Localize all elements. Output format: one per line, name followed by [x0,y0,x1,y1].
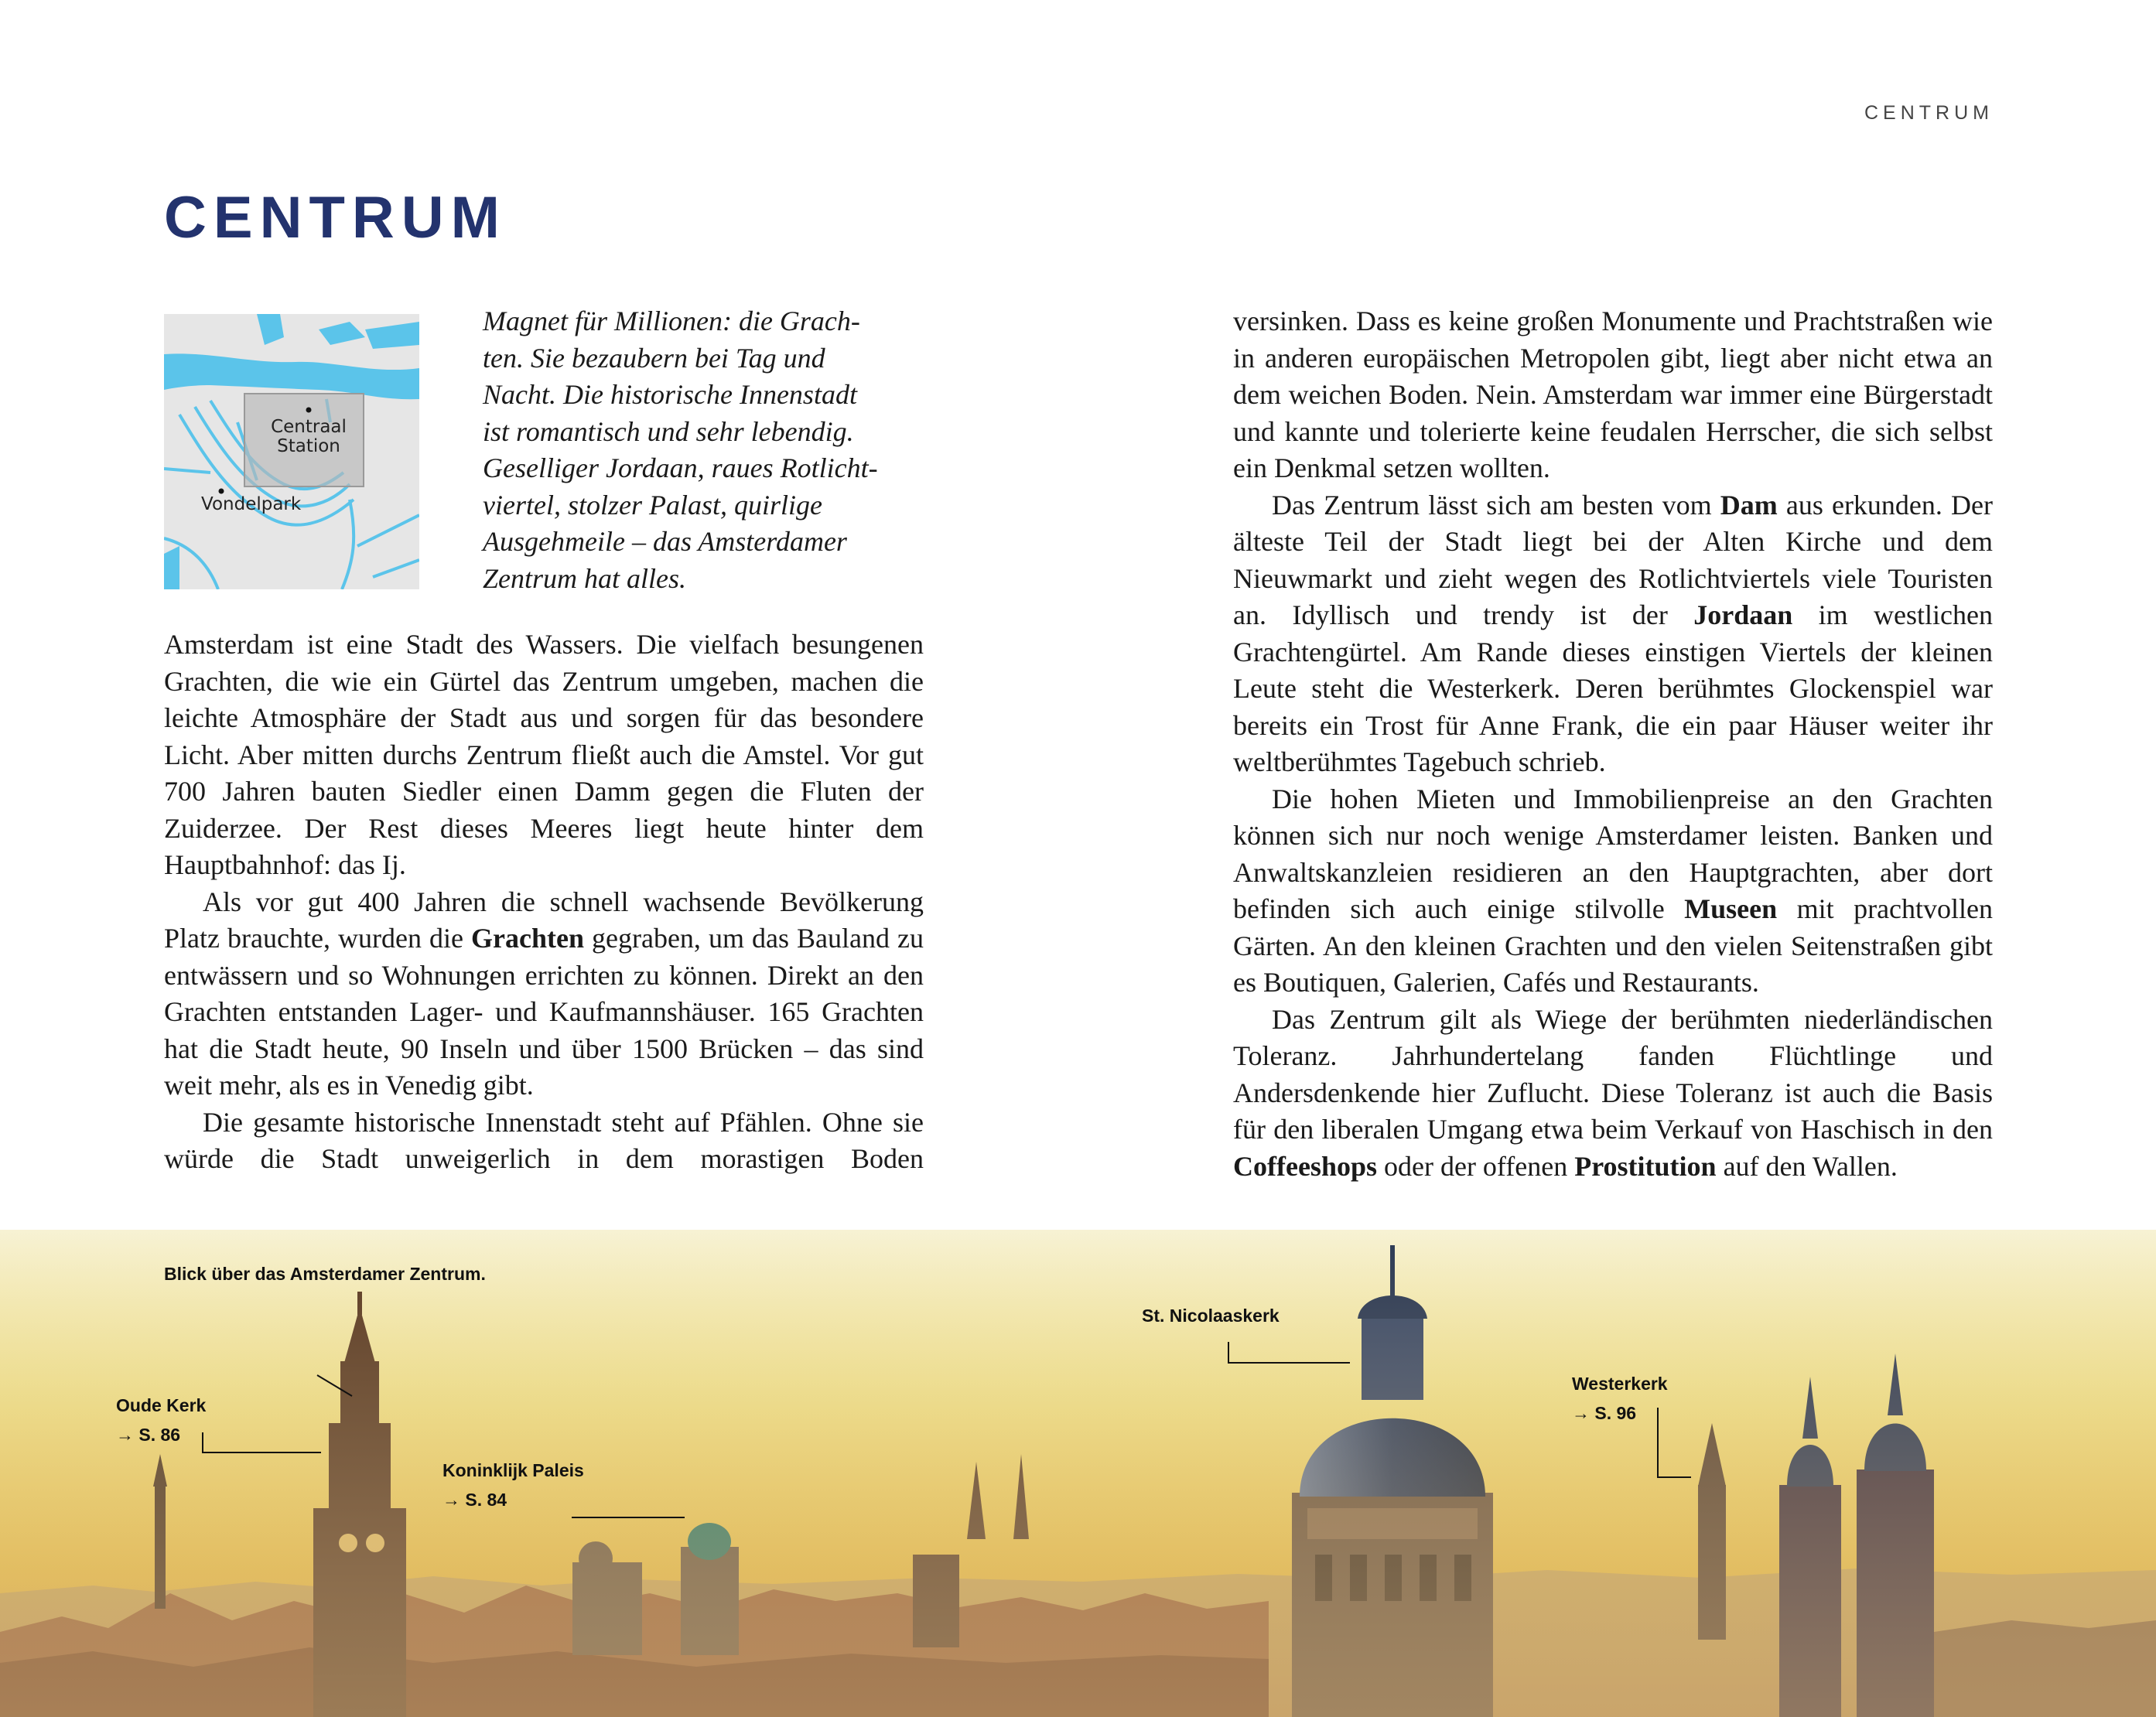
paragraph: Die gesamte historische Innenstadt steht auf Pfählen. Ohne sie würde die Stadt unweigerlich in dem morastigen Boden [164,1106,924,1174]
paragraph: Das Zentrum lässt sich am besten vom Dam aus erkunden. Der älteste Teil der Stadt liegt bei der Alten Kirche und dem Nieuwmarkt und zieht wegen des Rotlichtviertels viele Touristen an. Idyllisch und trendy ist der Jordaan im westlichen Grachtengürtel. Am Rande dieses einstigen Viertels der kleinen Leute steht die Westerkerk. Deren berühmtes Glockenspiel war bereits ein Trost für Anne Frank, die ein paar Häuser weiter ihr weltberühmtes Tagebuch schrieb. [1233,489,1993,777]
map-label-vondelpark: Vondelpark [201,494,302,514]
district-map [164,314,419,589]
label-oude-kerk-name: Oude Kerk [116,1395,207,1415]
label-koninklijk-paleis-name: Koninklijk Paleis [442,1460,584,1480]
intro-teaser: Magnet für Millionen: die Grach- ten. Sie bezaubern bei Tag und Nacht. Die historische Innenstadt ist romantisch und sehr lebendig. Geselliger Jordaan, raues Rotlicht- viertel, stolzer Palast, quirlige Ausgehmeile – das Amsterdamer Zentrum hat alles. [483,306,878,594]
label-westerkerk [1572,1369,1668,1428]
paragraph: Das Zentrum gilt als Wiege der berühmten niederländischen Toleranz. Jahrhundertelang fanden Flüchtlinge und Andersdenkende hier Zuflucht. Diese Toleranz ist auch die Basis für den liberalen Umgang etwa beim Verkauf von Haschisch in den Coffeeshops oder der offenen Prostitution auf den Wallen. [1233,1003,1993,1182]
photo-caption: Blick über das Amsterdamer Zentrum. [164,1264,486,1284]
label-st-nicolaaskerk-name: St. Nicolaaskerk [1142,1306,1280,1326]
label-westerkerk-name: Westerkerk [1572,1374,1668,1394]
chapter-title: CENTRUM [164,185,507,251]
map-label-station-1: Centraal [271,417,347,437]
paragraph: Amsterdam ist eine Stadt des Wassers. Die vielfach besungenen Grachten, die wie ein Gürtel das Zentrum umgeben, machen die leichte Atmosphäre der Stadt aus und sorgen für das besondere Licht. Aber mitten durchs Zentrum fließt auch die Amstel. Vor gut 700 Jahren bauten Siedler einen Damm gegen die Fluten der Zuiderzee. Der Rest dieses Meeres liegt heute hinter dem Hauptbahnhof: das Ij. [164,629,924,880]
body-column-left [164,626,924,1178]
label-oude-kerk [116,1391,206,1449]
label-westerkerk-ref[interactable]: → S. 96 [1572,1403,1637,1423]
running-header: CENTRUM [1864,102,1994,124]
label-koninklijk-paleis [442,1456,584,1514]
skyline-photo [0,1230,2156,1717]
paragraph: versinken. Dass es keine großen Monumente und Prachtstraßen wie in anderen europäischen Metropolen gibt, liegt aber nicht etwa an dem weichen Boden. Nein. Amsterdam war immer eine Bürgerstadt und kannte und tolerierte keine feudalen Herrscher, die sich selbst ein Denkmal setzen wollten. [1233,306,1993,483]
label-oude-kerk-ref[interactable]: → S. 86 [116,1425,181,1445]
paragraph: Als vor gut 400 Jahren die schnell wachsende Bevölkerung Platz brauchte, wurden die Grachten gegraben, um das Bauland zu entwässern und so Wohnungen errichten zu können. Direkt an den Grachten entstanden Lager- und Kaufmannshäuser. 165 Grachten hat die Stadt heute, 90 Inseln und über 1500 Brücken – das sind weit mehr, als es in Venedig gibt. [164,886,924,1101]
map-label-station-2: Station [277,436,340,456]
label-st-nicolaaskerk [1142,1301,1280,1330]
paragraph: Die hohen Mieten und Immobilienpreise an den Grachten können sich nur noch wenige Amsterdamer leisten. Banken und Anwaltskanzleien residieren an den Hauptgrachten, aber dort befinden sich auch einige stilvolle Museen mit prachtvollen Gärten. An den kleinen Grachten und den vielen Seitenstraßen gibt es Boutiquen, Galerien, Cafés und Restaurants. [1233,783,1994,998]
body-column-right [1233,303,1993,1185]
label-koninklijk-paleis-ref[interactable]: → S. 84 [442,1490,507,1510]
